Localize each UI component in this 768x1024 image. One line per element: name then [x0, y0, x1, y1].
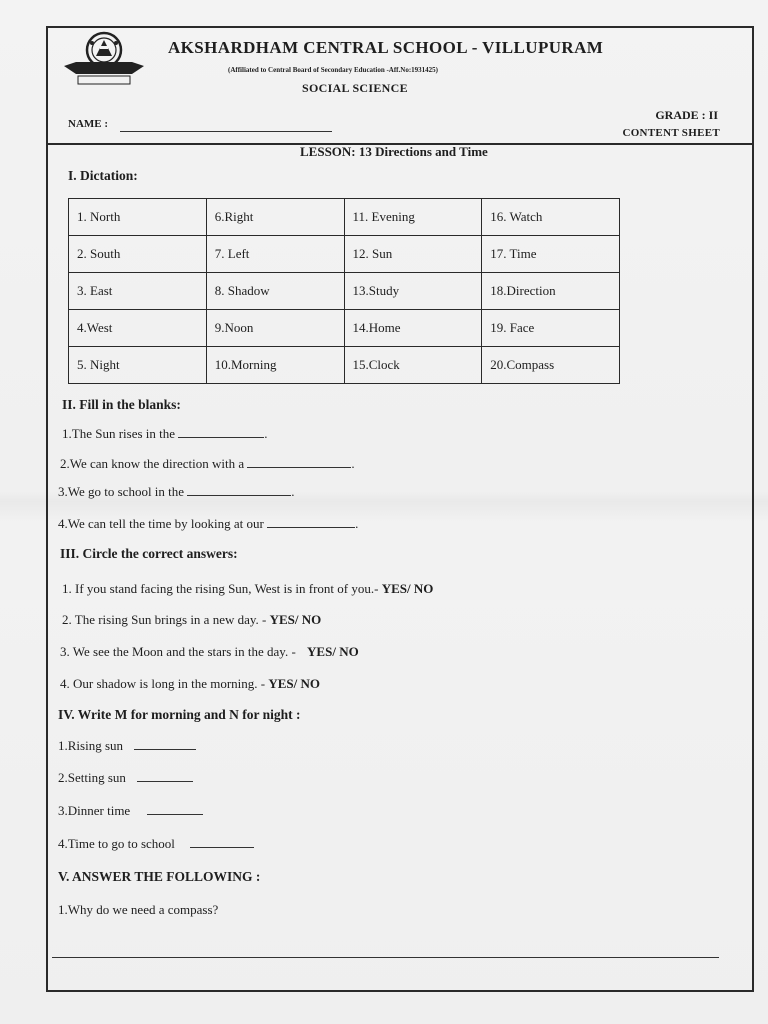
dictation-table: [68, 198, 620, 384]
question-text: 1. If you stand facing the rising Sun, West is in front of you.-: [62, 581, 379, 596]
fill-blank-item: [58, 484, 295, 500]
table-cell: 12. Sun: [344, 236, 482, 273]
answer-blank[interactable]: [137, 771, 193, 782]
answer-blank[interactable]: [147, 804, 203, 815]
circle-item: [60, 676, 320, 692]
table-cell: 11. Evening: [344, 199, 482, 236]
fill-blank-item: [60, 456, 355, 472]
morning-night-item: [58, 738, 196, 754]
table-cell: 14.Home: [344, 310, 482, 347]
table-cell: 8. Shadow: [206, 273, 344, 310]
table-cell: 2. South: [69, 236, 207, 273]
morning-night-item: [58, 836, 254, 852]
answer-writing-line[interactable]: [52, 957, 719, 958]
fill-blank-item: [62, 426, 268, 442]
item-text: 4.Time to go to school: [58, 836, 175, 851]
table-cell: 7. Left: [206, 236, 344, 273]
circle-item: [62, 581, 433, 597]
circle-answers-heading: III. Circle the correct answers:: [60, 546, 238, 561]
morning-night-item: [58, 803, 203, 819]
answer-blank[interactable]: [247, 457, 351, 468]
question-text: 4.We can tell the time by looking at our: [58, 516, 264, 531]
answer-blank[interactable]: [178, 427, 264, 438]
table-row: [69, 236, 620, 273]
fill-blank-item: [58, 516, 358, 532]
item-text: 3.Dinner time: [58, 803, 131, 818]
table-row: [69, 273, 620, 310]
item-text: 1.Rising sun: [58, 738, 124, 753]
affiliation-text: (Affiliated to Central Board of Secondary Education -Aff.No:1931425): [228, 66, 438, 74]
answer-blank[interactable]: [190, 837, 254, 848]
question-text: 3.We go to school in the: [58, 484, 185, 499]
answer-question: 1.Why do we need a compass?: [58, 902, 219, 917]
morning-night-item: [58, 770, 193, 786]
table-cell: 20.Compass: [482, 347, 620, 384]
table-cell: 17. Time: [482, 236, 620, 273]
table-row: [69, 310, 620, 347]
morning-night-heading: IV. Write M for morning and N for night :: [58, 707, 301, 722]
table-cell: 1. North: [69, 199, 207, 236]
table-cell: 13.Study: [344, 273, 482, 310]
table-cell: 16. Watch: [482, 199, 620, 236]
question-text: 3. We see the Moon and the stars in the day. -: [60, 644, 296, 659]
name-label: NAME :: [68, 118, 109, 130]
yes-no-options[interactable]: YES/ NO: [381, 581, 434, 596]
sheet-type-label: CONTENT SHEET: [622, 127, 720, 139]
grade-label: GRADE : II: [655, 108, 718, 122]
table-cell: 3. East: [69, 273, 207, 310]
table-cell: 15.Clock: [344, 347, 482, 384]
table-cell: 4.West: [69, 310, 207, 347]
answer-blank[interactable]: [134, 739, 196, 750]
question-end: .: [351, 456, 355, 471]
table-cell: 9.Noon: [206, 310, 344, 347]
question-text: 4. Our shadow is long in the morning. -: [60, 676, 266, 691]
yes-no-options[interactable]: YES/ NO: [269, 612, 322, 627]
question-end: .: [355, 516, 359, 531]
answer-following-heading: V. ANSWER THE FOLLOWING :: [58, 869, 261, 884]
table-cell: 6.Right: [206, 199, 344, 236]
question-end: .: [291, 484, 295, 499]
name-field-line[interactable]: [120, 131, 332, 132]
answer-blank[interactable]: [267, 517, 355, 528]
question-end: .: [264, 426, 268, 441]
subject-title: SOCIAL SCIENCE: [302, 81, 408, 95]
circle-item: [60, 644, 359, 660]
question-text: 1.The Sun rises in the: [62, 426, 176, 441]
table-cell: 10.Morning: [206, 347, 344, 384]
yes-no-options[interactable]: YES/ NO: [268, 676, 320, 691]
table-cell: 19. Face: [482, 310, 620, 347]
dictation-heading: I. Dictation:: [68, 168, 138, 183]
table-row: [69, 347, 620, 384]
circle-item: [62, 612, 321, 628]
table-row: [69, 199, 620, 236]
answer-blank[interactable]: [187, 485, 291, 496]
item-text: 2.Setting sun: [58, 770, 126, 785]
table-cell: 18.Direction: [482, 273, 620, 310]
question-text: 2. The rising Sun brings in a new day. -: [62, 612, 267, 627]
school-name: AKSHARDHAM CENTRAL SCHOOL - VILLUPURAM: [168, 38, 604, 57]
yes-no-options[interactable]: YES/ NO: [307, 644, 359, 659]
lesson-title: LESSON: 13 Directions and Time: [300, 144, 488, 159]
question-text: 2.We can know the direction with a: [60, 456, 245, 471]
fill-blanks-heading: II. Fill in the blanks:: [62, 397, 181, 412]
table-cell: 5. Night: [69, 347, 207, 384]
school-logo: [62, 30, 146, 86]
